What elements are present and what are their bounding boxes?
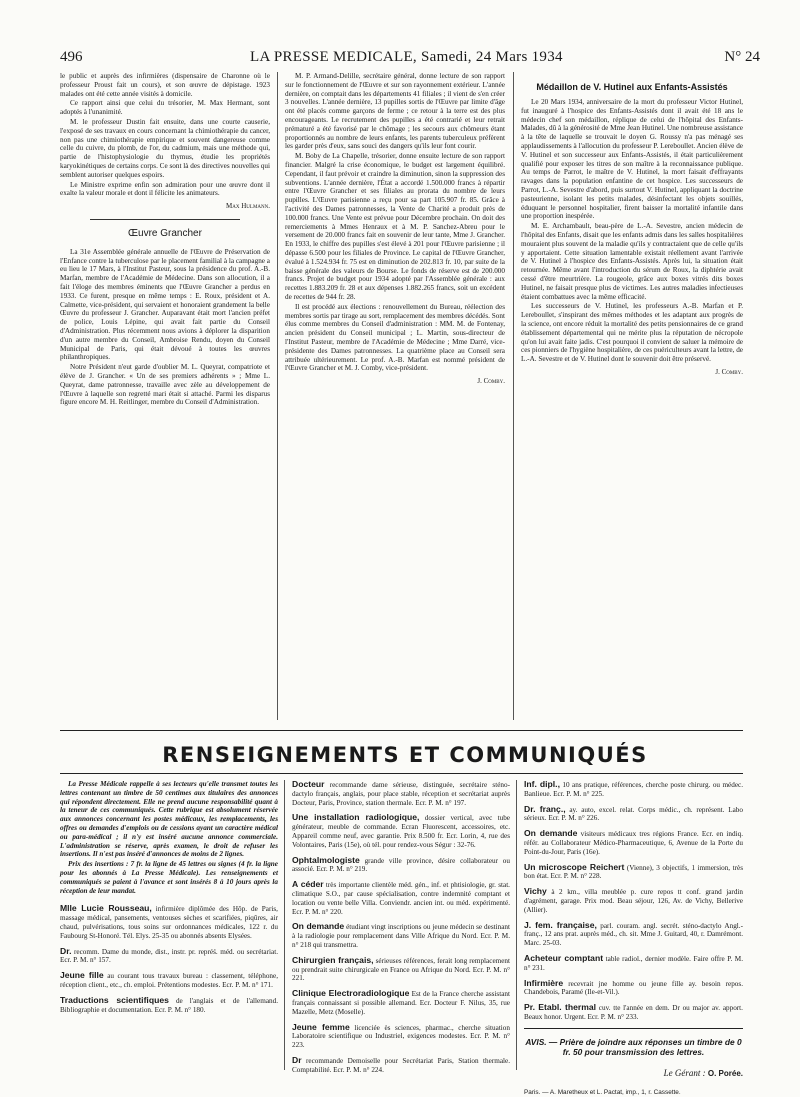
gerant-line: Le Gérant : O. Porée.: [663, 1067, 743, 1078]
col1-separator: [90, 219, 240, 220]
classified-ad: Jeune femme licenciée ès sciences, pharmac., cherche situation Laboratoire scientifique ou Industriel, exigences modestes. Ecr. P. M. n° 223.: [292, 1021, 510, 1050]
ads-column-2: [292, 779, 510, 1074]
classified-ad: Infirmière recevrait jne homme ou jeune fille ay. besoin repos. Chandebois, Paramé (Ile-et-Vil.).: [524, 977, 743, 997]
column-divider-1: [277, 72, 278, 720]
col2-signature: J. Comby.: [477, 377, 505, 386]
classified-ad: Acheteur comptant table radiol., dernier modèle. Faire offre P. M. n° 231.: [524, 952, 743, 972]
classified-ad: Une installation radiologique, dossier vertical, avec tube générateur, meuble de commande. Ecran Fluorescent, accessoires, etc. Appareil comme neuf, avec garantie. Prix 8.500 fr. Ecr. Lorin, 4, rue des Volontaires, Paris (15e), où tél. pour rendez-vous Ségur : 32-76.: [292, 812, 510, 849]
classified-ad: Dr. recomm. Dame du monde, dist., instr. pr. repréś. méd. ou secrétariat. Ecr. P. M. n° 157.: [60, 945, 278, 965]
col1-signature: Max Hulmann.: [226, 202, 270, 211]
column-2: [285, 72, 505, 720]
classified-ad: Vichy à 2 km., villa meublée p. cure repos tt conf. grand jardin d'agrément, garage. Prix mod. Beau séjour, 126, Av. de Vichy, Bellerive (Allier).: [524, 886, 743, 914]
ads-column-3: [524, 779, 744, 1096]
notice-intro: [60, 780, 278, 895]
col1-para-1: le public et auprès des infirmières (dispensaire de Charonne où le professeur Proust fait un cours), et son œuvre de dépistage. 1923 malades ont été cette année visités à domicile.: [60, 72, 270, 98]
classified-ad: Ophtalmologiste grande ville province, désire collaborateur ou associé. Ecr. P. M. n° 219.: [292, 854, 510, 874]
notice-para-1: La Presse Médicale rappelle à ses lecteurs qu'elle transmet toutes les lettres contenant un timbre de 50 centimes aux titulaires des annonces qui répondent directement. Elle ne prend aucune responsabilité quant à la teneur de ces communiqués. Cette rubrique est absolument réservée aux annonces concernant les postes médicaux, les remplacements, les offres ou demandes d'emplois ou de cessions ayant un caractère médical ou para-médical ; il n'y est inséré aucune annonce commerciale. L'administration se réserve, après examen, le droit de refuser les insertions. Il n'est pas inséré d'annonces de moins de 2 lignes.: [60, 780, 278, 859]
classified-ad: Mlle Lucie Rousseau, infirmière diplômée des Hôp. de Paris, massage médical, pansements, ventouses sèches et scarifiées, piqûres, air chaud, pulvérisations, tous soins sur ordonnances médicales, 122 r. du Faubourg St-Honoré. Tél. Elys. 25-35 ou abonnés absents Elysées.: [60, 903, 278, 940]
printer-imprint: Paris. — A. Maretheux et L. Pactat, imp., 1, r. Cassette.: [524, 1088, 681, 1096]
avis-rule: [524, 1028, 743, 1029]
classified-ad: Un microscope Reichert (Vienne), 3 objectifs, 1 immersion, très bon état. Ecr. P. M. n° 228.: [524, 861, 743, 881]
col1-para-3: M. le professeur Dustin fait ensuite, dans une courte causerie, l'exposé de ses travaux en cours concernant la chimiothérapie du cancer, non pas une chimiothérapie empirique et souvent dangereuse comme celle du cuivre, du plomb, de l'or, du cadmium, mais une méthode qui, partie de l'histophysiologie du thymus, étudie les propriétés karyokinétiques de certains corps. Ce sont là des directives nouvelles qui semblent autoriser quelques espoirs.: [60, 117, 270, 179]
col1-para-6: Notre Président n'eut garde d'oublier M. L. Queyrat, compatriote et élève de J. Grancher. « Un de ses premiers adhérents » ; Mme L. Queyrat, dame patronnesse, travaille avec zèle au développement de l'Œuvre à laquelle son regretté mari était si attaché. Parmi les disparus figure encore M. H. Reitlinger, membre du Conseil d'Administration.: [60, 363, 270, 407]
notice-para-2: Prix des insertions : 7 fr. la ligne de 45 lettres ou signes (4 fr. la ligne pour les abonnés à La Presse Médicale). Les renseignements et communiqués se paient à l'avance et sont insérés 8 à 10 jours après la réception de leur mandat.: [60, 860, 278, 895]
classified-ad: Clinique Electroradiologique Est de la France cherche assistant français connaissant si possible allemand. Ecr. Docteur F. Nilus, 35, rue Mazelle, Metz (Moselle).: [292, 988, 510, 1016]
col2-para-3: Il est procédé aux élections : renouvellement du Bureau, réélection des membres sortis par tirage au sort, remplacement des membres décédés. Sont élus comme membres du Conseil d'administration : MM. M. de Fontenay, ancien président du Conseil municipal ; L. Martin, sous-directeur de l'Institut Pasteur, membre de l'Académie de Médecine ; Mme Darré, vice-présidente des Dames patronnesses. La quatrième place au Conseil sera attribuée ultérieurement. Le prof. A.-B. Marfan est nommé président de l'Œuvre Grancher et M. J. Comby, vice-président.: [285, 302, 505, 373]
column-divider-2: [513, 72, 514, 720]
col3-para-2: M. E. Archambault, beau-père de L.-A. Sevestre, ancien médecin de l'hôpital des Enfants, disait que les enfants admis dans les salles hospitalières mouraient plus souvent de la maladie qu'ils y contractaient que de celle qu'ils y apportaient. Cette situation lamentable existait réellement avant l'arrivée de V. Hutinel à l'hospice des Enfants-Assistés. Après lui, la situation était retournée. Même avant l'introduction du sérum de Roux, la diphtérie avait cessé d'être meurtrière. La rougeole, grâce aux boxes vitrés dits boxes Hutinel, ne faisait presque plus de victimes. Les autres maladies infectieuses étaient combattues avec la même efficacité.: [521, 222, 743, 301]
section-title-renseignements: RENSEIGNEMENTS ET COMMUNIQUÉS: [162, 743, 648, 767]
ads-column-1: [60, 780, 278, 1070]
section-title-oeuvre-grancher: Œuvre Grancher: [128, 227, 202, 239]
avis-notice: AVIS. — Prière de joindre aux réponses un timbre de 0 fr. 50 pour transmission des lettres.: [525, 1036, 742, 1057]
classified-ad: Traductions scientifiques de l'anglais et de l'allemand. Bibliographie et documentation. Ecr. P. M. n° 180.: [60, 994, 279, 1014]
col1-para-4: Le Ministre exprime enfin son admiration pour une œuvre dont il exalte la valeur morale et dont il félicite les animateurs.: [60, 180, 270, 198]
classified-ad: Jeune fille au courant tous travaux bureau : classement, téléphone, réception client., etc., ch. emploi. Prétentions modestes. Ecr. P. M. n° 171.: [60, 970, 278, 989]
col1-para-2: Ce rapport ainsi que celui du trésorier, M. Max Hermant, sont adoptés à l'unanimité.: [60, 99, 270, 117]
section-rule: [60, 773, 743, 774]
col2-para-2: M. Boby de La Chapelle, trésorier, donne ensuite lecture de son rapport financier. Malgré la crise économique, le budget est largement équilibré. Cependant, il faut prévoir et craindre la diminution, sinon la suppression des subventions. L'année dernière, l'État a accordé 1.500.000 francs à répartir entre l'Œuvre Grancher et ses filiales au prorata du nombre de leurs pupilles. L'Œuvre parisienne a reçu pour sa part 105.907 fr. 85. Grâce à l'activité des Dames patronnesses, la Vente de Charité a produit près de 100.000 francs. Une Vente est prévue pour Décembre prochain. On doit des remerciements à Mmes Henraux et à M. P. Sanchez-Abreu pour le versement de 20.000 francs fait en souvenir de leur tante, Mme J. Grancher. En 1933, le chiffre des pupilles s'est élevé à 201 pour l'Œuvre parisienne ; il dépasse 6.500 pour les filiales de Province. Le capital de l'Œuvre Grancher, évalué à 1.524.934 fr. 75 est en diminution de 202.813 fr. 10, par suite de la baisse générale des valeurs de Bourse. Le fonds de réserve est de 200.000 francs. Projet de budget pour 1934 adopté par l'Assemblée générale : aux recettes 1.883.209 fr. 28 et aux dépenses 1.882.265 francs, soit un excédent de recettes de 944 fr. 28.: [285, 152, 505, 301]
col1-para-5: La 31e Assemblée générale annuelle de l'Œuvre de Préservation de l'Enfance contre la tuberculose par le placement familial à la campagne a eu lieu le 17 Mars, à l'Institut Pasteur, sous la présidence du prof. A.-B. Marfan, membre de l'Académie de Médecine. Dans son allocution, il a fait l'éloge des membres éminents que l'Œuvre Grancher a perdus en 1933. Ce furent, presque en même temps : E. Roux, président et A. Calmette, vice-président, qui servaient et honoraient grandement la belle Œuvre du professeur J. Grancher. Auparavant était mort l'ancien préfet de police, Louis Lépine, qui avait fait partie du Conseil d'Administration. Plus récemment nous avions à déplorer la disparition d'un autre membre du Conseil, Ambroise Rendu, doyen du Conseil Municipal de Paris, qui était dévoué à toutes les œuvres philanthropiques.: [60, 247, 270, 362]
top-rule: [60, 730, 743, 731]
ads-divider-2: [516, 780, 517, 1070]
column-1: [60, 72, 270, 720]
column-3: [521, 82, 743, 720]
classified-ad: Dr. franç., ay. auto, excel. relat. Corps médic., ch. représent. Labo sérieux. Ecr. P. M. n° 226.: [524, 803, 743, 823]
classified-ad: On demande étudiant vingt inscriptions ou jeune médecin se destinant à la radiologie pour remplacement dans Ville Afrique du Nord. Ecr. P. M. n° 218 qui transmettra.: [292, 921, 510, 949]
classified-ad: Inf. dipl., 10 ans pratique, références, cherche poste chirurg. ou médec. Banlieue. Ecr. P. M. n° 225.: [524, 779, 744, 798]
classified-ad: Chirurgien français, sérieuses références, ferait long remplacement ou prendrait suite chirurgicale en France ou Afrique du Nord. Ecr. P. M. n° 221.: [292, 954, 510, 983]
classified-ad: Docteur recommande dame sérieuse, distinguée, secrétaire sténo-dactylo français, anglais, pour place stable, réception et secrétariat auprès Docteur, Paris, Province, station thermale. Ecr. P. M. n° 197.: [292, 779, 510, 807]
col3-signature: J. Comby.: [715, 367, 743, 376]
classified-ad: A céder très importante clientèle méd. gén., inf. et phtisiologie, gr. stat. climatique S.O., par cause spécialisation, contre indemnité comptant et location ou vente belle Villa. Conviendr. ancien int. ou méd. expérimenté. Ecr. P. M. n° 220.: [292, 879, 510, 916]
ads-divider-1: [284, 780, 285, 1070]
classified-ad: On demande visiteurs médicaux tres régions France. Ecr. en indiq. référ. au Collaborateur Médico-Pharmaceutique, 6, Avenue de la Porte du Point-du-Jour, Paris (16e).: [524, 828, 743, 856]
classified-ad: J. fem. française, parl. couram. angl. secrét. sténo-dactylo Angl.-franç., 12 ans prat. auprès méd., ch. sit. Mme J. Guitard, 40, r. Damrémont. Marc. 25-03.: [524, 919, 743, 948]
issue-number: N° 24: [724, 49, 760, 65]
col2-para-1: M. P. Armand-Delille, secrétaire général, donne lecture de son rapport sur le fonctionnement de l'Œuvre et sur son rayonnement extérieur. L'année dernière, on comptait dans les départements 41 filiales ; il vient de s'en créer 3 nouvelles. L'année dernière, 13 pupilles sortis de l'Œuvre par limite d'âge ont été placés comme garçons de ferme ; ce retour à la terre est des plus encourageants. Le recrutement des pupilles a été contrarié et leur retrait prématuré a été favorisé par le chômage ; les secours aux chômeurs étant proportionnés au nombre de leurs enfants, les parents tuberculeux préfèrent les garder près d'eux, sans souci des dangers qu'ils leur font courir.: [285, 72, 505, 151]
col3-para-3: Les successeurs de V. Hutinel, les professeurs A.-B. Marfan et P. Lereboullet, s'inspirant des mêmes méthodes et les adaptant aux progrès de la science, ont encore réduit la mortalité des petits pensionnaires de ce grand établissement départemental qui ne mérite plus la réputation de nécropole qu'on lui avait faite jadis. C'est pourquoi il convient de saluer la mémoire de ces pionniers de l'hygiène hospitalière, de ces puériculteurs avant la lettre, de L.-A. Sevestre et de V. Hutinel dont le souvenir doit être préservé.: [521, 302, 743, 364]
article-title-hutinel: Médaillon de V. Hutinel aux Enfants-Assistés: [536, 82, 728, 92]
col3-para-1: Le 20 Mars 1934, anniversaire de la mort du professeur Victor Hutinel, fut inauguré à l'hospice des Enfants-Assistés dont il avait été 18 ans le médecin chef son médaillon, réplique de celui de l'hôpital des Enfants-Malades, dû à la générosité de Mme Jean Hutinel. Une nombreuse assistance à la tête de laquelle se trouvait le doyen G. Roussy n'a pas ménagé ses applaudissements à l'allocution du professeur P. Lereboullet. Ancien élève de V. Hutinel et son successeur aux Enfants-Assistés, il était particulièrement qualifié pour exposer les titres de son maître à la reconnaissance publique. Au temps de Parrot, le maître de V. Hutinel, la mort faisait d'effrayants ravages dans la population enfantine de cet hospice. Les successeurs de Parrot, L.-A. Sevestre d'abord, puis surtout V. Hutinel, appliquant la doctrine pasteurienne, isolant les petits malades, désinfectant les objets souillés, éduquant le personnel hospitalier, firent baisser la mortalité infantile dans une proportion inespérée.: [521, 98, 743, 221]
page-header: [60, 48, 760, 66]
classified-ad: Dr recommande Demoiselle pour Secrétariat Paris, Station thermale. Comptabilité. Ecr. P. M. n° 224.: [292, 1054, 510, 1074]
journal-title: LA PRESSE MEDICALE, Samedi, 24 Mars 1934: [250, 49, 563, 65]
page-number: 496: [60, 49, 83, 65]
classified-ad: Pr. Etabl. thermal cuv. tte l'année en dem. Dr ou major av. apport. Beaux honor. Urgent. Ecr. P. M. n° 233.: [524, 1002, 743, 1021]
